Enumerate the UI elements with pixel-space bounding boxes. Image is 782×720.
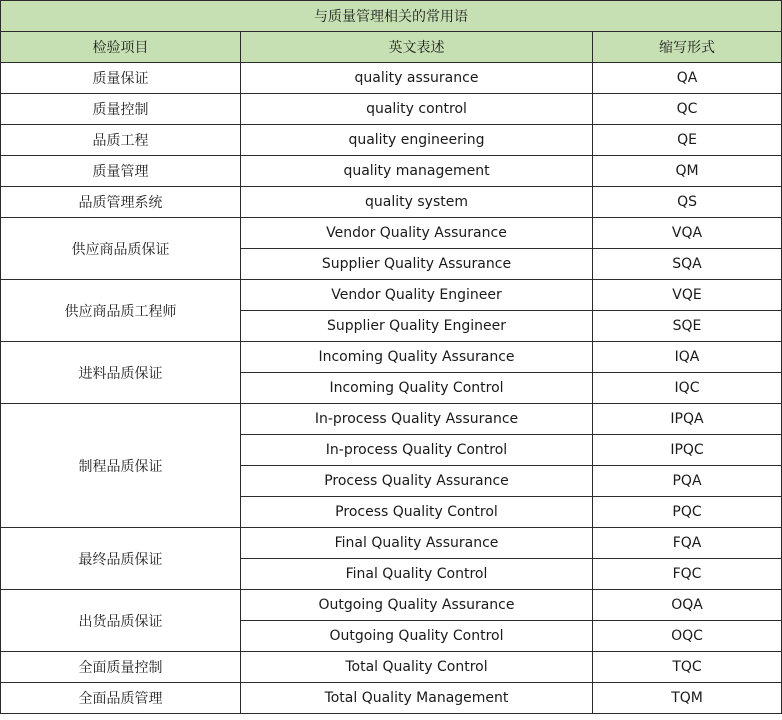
english-term-cell: Supplier Quality Assurance: [241, 249, 593, 280]
column-header-abbreviation: 缩写形式: [593, 32, 782, 63]
table-row: [1, 187, 782, 218]
abbreviation-cell: TQM: [593, 683, 782, 714]
column-header-category: 检验项目: [1, 32, 241, 63]
english-term-cell: Supplier Quality Engineer: [241, 311, 593, 342]
abbreviation-cell: TQC: [593, 652, 782, 683]
category-cell: 制程品质保证: [1, 404, 241, 528]
abbreviation-cell: QS: [593, 187, 782, 218]
english-term-cell: quality control: [241, 94, 593, 125]
category-cell: 出货品质保证: [1, 590, 241, 652]
abbreviation-cell: OQC: [593, 621, 782, 652]
abbreviation-cell: IQC: [593, 373, 782, 404]
category-cell: 质量保证: [1, 63, 241, 94]
abbreviation-cell: IQA: [593, 342, 782, 373]
abbreviation-cell: IPQC: [593, 435, 782, 466]
table-title: 与质量管理相关的常用语: [1, 1, 782, 32]
column-header-english: 英文表述: [241, 32, 593, 63]
abbreviation-cell: QC: [593, 94, 782, 125]
abbreviation-cell: PQA: [593, 466, 782, 497]
category-cell: 品质工程: [1, 125, 241, 156]
abbreviation-cell: VQE: [593, 280, 782, 311]
english-term-cell: Total Quality Control: [241, 652, 593, 683]
abbreviation-cell: FQC: [593, 559, 782, 590]
table-row: [1, 528, 782, 559]
english-term-cell: Vendor Quality Assurance: [241, 218, 593, 249]
table-row: [1, 590, 782, 621]
category-cell: 全面质量控制: [1, 652, 241, 683]
english-term-cell: quality assurance: [241, 63, 593, 94]
table-body: [1, 63, 782, 714]
english-term-cell: quality system: [241, 187, 593, 218]
category-cell: 供应商品质保证: [1, 218, 241, 280]
category-cell: 全面品质管理: [1, 683, 241, 714]
abbreviation-cell: OQA: [593, 590, 782, 621]
abbreviation-cell: IPQA: [593, 404, 782, 435]
english-term-cell: quality management: [241, 156, 593, 187]
abbreviation-cell: QE: [593, 125, 782, 156]
table-row: [1, 125, 782, 156]
english-term-cell: Vendor Quality Engineer: [241, 280, 593, 311]
english-term-cell: Incoming Quality Control: [241, 373, 593, 404]
category-cell: 最终品质保证: [1, 528, 241, 590]
english-term-cell: Incoming Quality Assurance: [241, 342, 593, 373]
english-term-cell: Outgoing Quality Assurance: [241, 590, 593, 621]
table-row: [1, 280, 782, 311]
table-row: [1, 652, 782, 683]
table-row: [1, 404, 782, 435]
table-row: [1, 156, 782, 187]
category-cell: 供应商品质工程师: [1, 280, 241, 342]
table-row: [1, 63, 782, 94]
title-row: [1, 1, 782, 32]
abbreviation-cell: VQA: [593, 218, 782, 249]
abbreviation-cell: QA: [593, 63, 782, 94]
english-term-cell: In-process Quality Control: [241, 435, 593, 466]
table-row: [1, 342, 782, 373]
abbreviation-cell: PQC: [593, 497, 782, 528]
abbreviation-cell: SQA: [593, 249, 782, 280]
abbreviation-cell: FQA: [593, 528, 782, 559]
english-term-cell: Process Quality Control: [241, 497, 593, 528]
table-row: [1, 94, 782, 125]
category-cell: 进料品质保证: [1, 342, 241, 404]
english-term-cell: In-process Quality Assurance: [241, 404, 593, 435]
english-term-cell: Process Quality Assurance: [241, 466, 593, 497]
english-term-cell: Total Quality Management: [241, 683, 593, 714]
category-cell: 质量管理: [1, 156, 241, 187]
english-term-cell: Outgoing Quality Control: [241, 621, 593, 652]
abbreviation-cell: QM: [593, 156, 782, 187]
english-term-cell: quality engineering: [241, 125, 593, 156]
category-cell: 质量控制: [1, 94, 241, 125]
table-row: [1, 683, 782, 714]
english-term-cell: Final Quality Assurance: [241, 528, 593, 559]
table-row: [1, 218, 782, 249]
category-cell: 品质管理系统: [1, 187, 241, 218]
header-row: [1, 32, 782, 63]
abbreviation-cell: SQE: [593, 311, 782, 342]
english-term-cell: Final Quality Control: [241, 559, 593, 590]
